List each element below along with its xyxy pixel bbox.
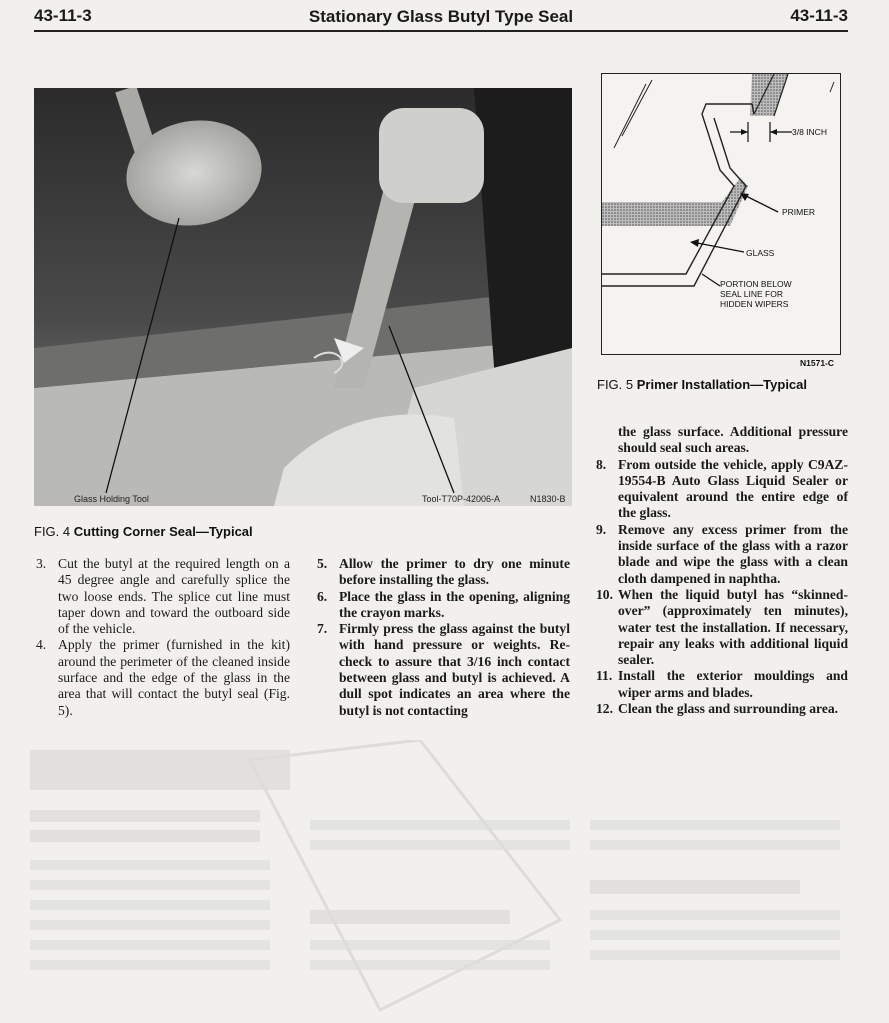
list-item: 12. Clean the glass and surrounding area.: [596, 701, 839, 717]
page-header: [34, 6, 848, 32]
fig5-label-dimension: 3/8 INCH: [792, 127, 827, 137]
list-item: 5. Allow the primer to dry one minute before installing the glass.: [317, 556, 570, 588]
bleed-through-texture: [0, 740, 889, 1023]
text-column-1: [36, 556, 290, 719]
fig5-label-glass: GLASS: [746, 248, 775, 258]
page-number-left: 43-11-3: [34, 6, 92, 25]
fig4-photo: [34, 88, 572, 506]
fig5-diagram: [601, 73, 841, 355]
list-item: 3. Cut the butyl at the required length on a 45 degree angle and carefully splice the two loose ends. The splice cut line must taper down and toward the outboard side of the vehicle.: [36, 556, 290, 637]
fig4-caption-title: Cutting Corner Seal—Typical: [73, 524, 253, 539]
fig5-caption: [597, 377, 807, 392]
page-title: Stationary Glass Butyl Type Seal: [308, 7, 574, 26]
fig4-photo-illustration: [34, 88, 572, 506]
fig4-code: N1830-B: [530, 494, 566, 504]
fig4-label-tool-number: Tool-T70P-42006-A: [422, 494, 501, 504]
text-column-2: [317, 556, 570, 719]
list-item: 11. Install the exterior mouldings and wiper arms and blades.: [596, 668, 848, 700]
list-item: 10. When the liquid butyl has “skinned-over” (approximately ten minutes), water test the installation. If necessary, repair any leaks with additional liquid sealer.: [596, 586, 848, 668]
fig4-caption: [34, 524, 253, 539]
fig4-label-glass-holding-tool: Glass Holding Tool: [74, 494, 149, 504]
fig5-label-portion-below: PORTION BELOW SEAL LINE FOR HIDDEN WIPERS: [720, 279, 792, 309]
list-item: 8. From outside the vehicle, apply C9AZ-19554-B Auto Glass Liquid Sealer or equivalent around the entire edge of the glass.: [596, 456, 848, 521]
fig5-code: N1571-C: [800, 358, 835, 368]
fig5-caption-number: FIG. 5: [597, 377, 634, 392]
list-item: 7. Firmly press the glass against the butyl with hand pressure or weights. Re-check to assure that 3/16 inch contact between glass and butyl is achieved. A dull spot indicates an area where the butyl is not contacting: [317, 621, 570, 718]
list-item: 6. Place the glass in the opening, aligning the crayon marks.: [317, 588, 570, 620]
page-number-right: 43-11-3: [790, 6, 848, 25]
text-column-3: [596, 424, 848, 717]
continuation-text: the glass surface. Additional pressure should seal such areas.: [618, 424, 848, 456]
list-item: 4. Apply the primer (furnished in the kit) around the perimeter of the cleaned inside surface and the edge of the glass in the area that will contact the butyl seal (Fig. 5).: [36, 637, 290, 718]
fig5-label-primer: PRIMER: [782, 207, 816, 217]
list-item: 9. Remove any excess primer from the inside surface of the glass with a razor blade and wipe the glass with a clean cloth dampened in naphtha.: [596, 521, 848, 586]
fig5-caption-title: Primer Installation—Typical: [636, 377, 808, 392]
fig4-caption-number: FIG. 4: [34, 524, 71, 539]
